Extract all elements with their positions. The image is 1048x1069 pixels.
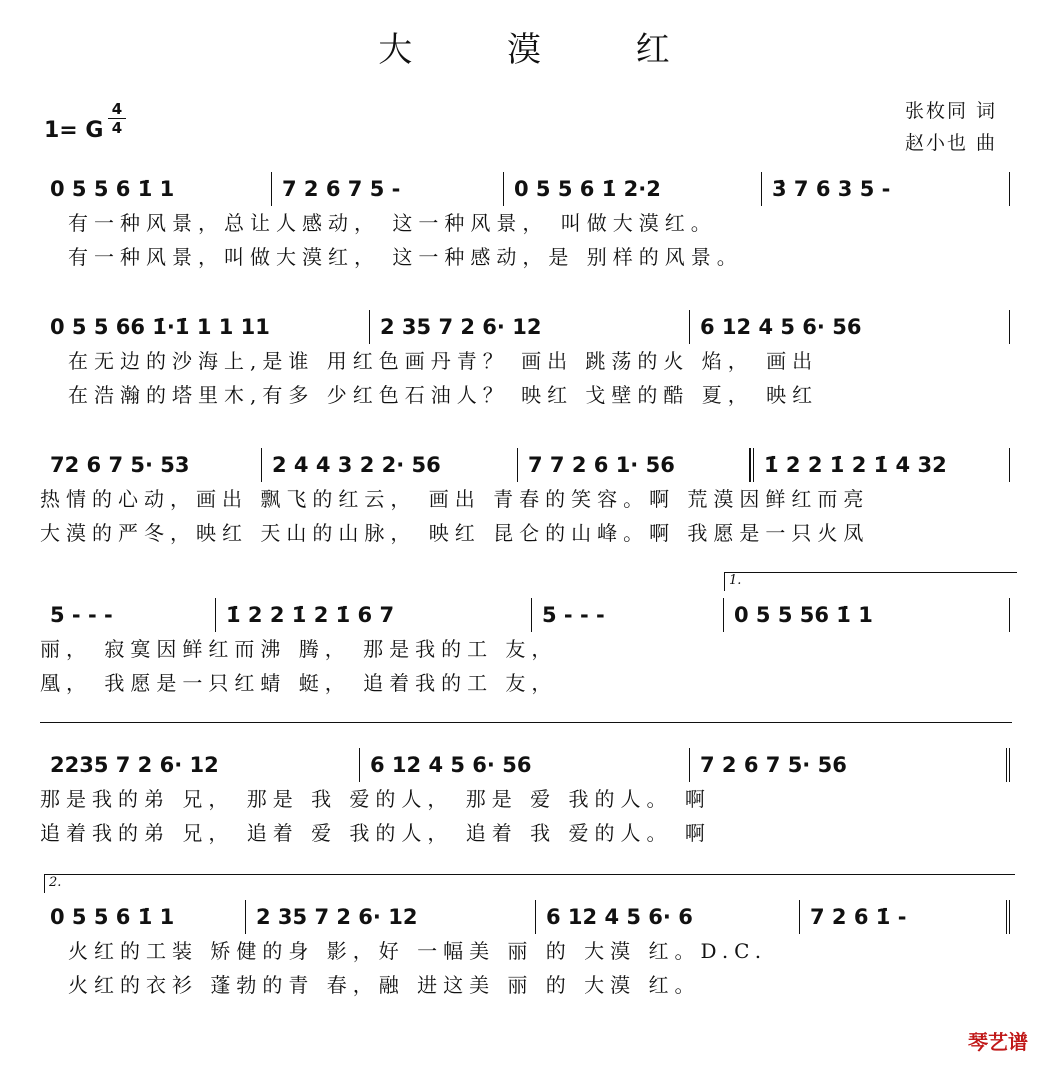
volta-2: 2. (44, 874, 1015, 893)
system-3 (40, 448, 1012, 550)
notation-row (40, 448, 1012, 482)
volta-rule (40, 722, 1012, 723)
measure: 6 12 4 5 6· 56 (690, 310, 1010, 344)
measure: 2 35 7 2 6· 12 (370, 310, 690, 344)
lyric-line-2: 在浩瀚的塔里木,有多 少红色石油人？ 映红 戈壁的酷 夏， 映红 (68, 383, 819, 407)
measure: 7 7 2 6 1· 56 (518, 448, 750, 482)
lyric-line-1: 火红的工装 矫健的身 影，好 一幅美 丽 的 大漠 红。D.C. (68, 939, 768, 963)
measure: 0 5 5 6 1̇ 1 (40, 900, 246, 934)
lyric-line-2: 有一种风景，叫做大漠红， 这一种感动，是 别样的风景。 (68, 245, 743, 269)
volta-1: 1. (724, 572, 1017, 591)
system-4 (40, 598, 1012, 700)
lyric-line-2: 凰， 我愿是一只红蜻 蜓， 追着我的工 友， (40, 671, 558, 695)
measure: 72 6 7 5· 53 (40, 448, 262, 482)
measure: 7 2 6 7 5 - (272, 172, 504, 206)
meter-top: 4 (111, 100, 123, 118)
composer-credit: 赵小也 曲 (905, 132, 998, 154)
measure: 6 12 4 5 6· 56 (360, 748, 690, 782)
notation-row (40, 748, 1012, 782)
measure: 0 5 5 6 1̇ 1 (40, 172, 272, 206)
lyric-line-1: 丽， 寂寞因鲜红而沸 腾， 那是我的工 友， (40, 637, 558, 661)
time-signature (108, 100, 126, 137)
lyric-line-1: 在无边的沙海上,是谁 用红色画丹青？ 画出 跳荡的火 焰， 画出 (68, 349, 819, 373)
measure: 3̇ 7 6 3 5 - (762, 172, 1010, 206)
lyric-line-2: 火红的衣衫 蓬勃的青 春，融 进这美 丽 的 大漠 红。 (68, 973, 701, 997)
lyric-line-1: 那是我的弟 兄， 那是 我 爱的人， 那是 爱 我的人。 啊 (40, 787, 711, 811)
song-title: 大 漠 红 (378, 30, 712, 70)
notation-row (40, 310, 1012, 344)
measure: 2235 7 2 6· 12 (40, 748, 360, 782)
measure: 7 2 6 1̇ - (800, 900, 1010, 934)
measure: 0 5 5 66 1̇·1̇ 1 1 11 (40, 310, 370, 344)
system-1 (40, 172, 1012, 274)
key-signature: 1= G (44, 118, 104, 143)
measure: 2 4 4 3 2 2· 56 (262, 448, 518, 482)
measure: 0 5 5 56 1̇ 1 (724, 598, 1010, 632)
system-2 (40, 310, 1012, 412)
meter-bottom: 4 (108, 118, 126, 137)
site-logo: 琴艺谱 (968, 1030, 1028, 1054)
measure: 6 12 4 5 6· 6 (536, 900, 800, 934)
system-5 (40, 748, 1012, 850)
measure: 5 - - - (532, 598, 724, 632)
lyric-line-2: 追着我的弟 兄， 追着 爱 我的人， 追着 我 爱的人。 啊 (40, 821, 711, 845)
lyric-line-1: 有一种风景，总让人感动， 这一种风景， 叫做大漠红。 (68, 211, 717, 235)
notation-row (40, 598, 1012, 632)
notation-row (40, 900, 1012, 934)
lyric-line-2: 大漠的严冬，映红 天山的山脉， 映红 昆仑的山峰。啊 我愿是一只火凤 (40, 521, 870, 545)
measure: 7 2 6 7 5· 56 (690, 748, 1010, 782)
measure: 2 35 7 2 6· 12 (246, 900, 536, 934)
measure: 1̇ 2 2 1̇ 2 1̇ 6 7 (216, 598, 532, 632)
lyricist-credit: 张枚同 词 (905, 100, 998, 122)
lyric-line-1: 热情的心动，画出 飘飞的红云， 画出 青春的笑容。啊 荒漠因鲜红而亮 (40, 487, 870, 511)
measure: 1̇ 2 2 1̇ 2 1̇ 4 32 (750, 448, 1010, 482)
measure: 0 5 5 6 1̇ 2·2 (504, 172, 762, 206)
notation-row (40, 172, 1012, 206)
system-6 (40, 900, 1012, 1002)
measure: 5 - - - (40, 598, 216, 632)
